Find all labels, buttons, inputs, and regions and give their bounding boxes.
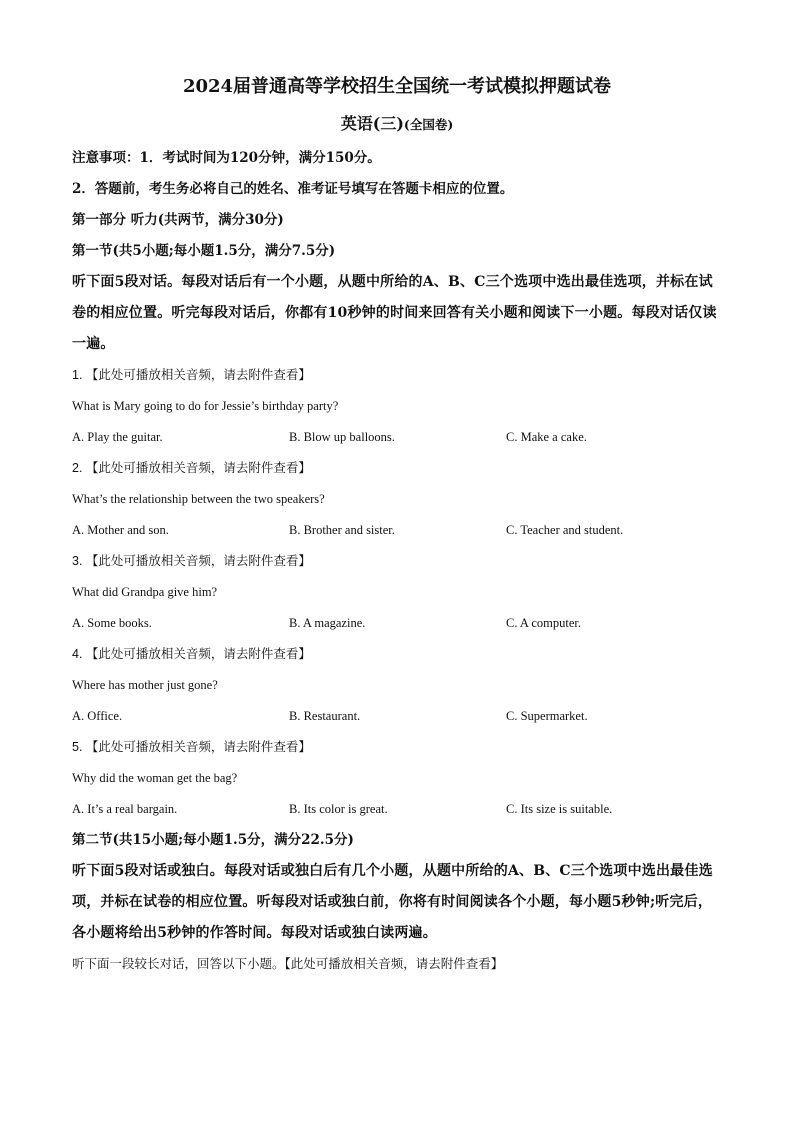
question-options [72,701,722,732]
question-text: Why did the woman get the bag? [72,771,238,785]
question-header [72,453,722,484]
question-item [72,732,722,825]
question-number: 2. [72,461,83,475]
option-a: A. Mother and son. [72,523,169,537]
question-item [72,453,722,546]
exam-subtitle [72,112,722,137]
option-a: A. Some books. [72,616,152,630]
option-a: A. Office. [72,709,123,723]
exam-title: 2024届普通高等学校招生全国统一考试模拟押题试卷 [182,76,612,97]
section2-note: 听下面一段较长对话，回答以下小题。【此处可播放相关音频，请去附件查看】 [72,957,504,971]
question-item [72,639,722,732]
question-item [72,360,722,453]
question-header [72,639,722,670]
subtitle-main: 英语(三) [340,114,404,133]
option-b: B. Restaurant. [289,709,361,723]
question-options [72,515,722,546]
question-number: 1. [72,368,83,382]
audio-note: 【此处可播放相关音频，请去附件查看】 [85,461,311,475]
option-c: C. Its size is suitable. [506,802,613,816]
question-item [72,546,722,639]
option-c: C. Supermarket. [506,709,588,723]
option-b: B. Blow up balloons. [289,430,395,444]
section1-heading: 第一节(共5小题;每小题1.5分，满分7.5分) [72,243,336,259]
question-options [72,794,722,825]
audio-note: 【此处可播放相关音频，请去附件查看】 [85,647,311,661]
option-c: C. A computer. [506,616,581,630]
audio-note: 【此处可播放相关音频，请去附件查看】 [85,368,311,382]
audio-note: 【此处可播放相关音频，请去附件查看】 [85,740,311,754]
part1-heading: 第一部分 听力(共两节，满分30分) [72,212,284,228]
question-number: 3. [72,554,83,568]
question-header [72,546,722,577]
question-text: Where has mother just gone? [72,678,218,692]
question-options [72,608,722,639]
section2-instructions: 听下面5段对话或独白。每段对话或独白后有几个小题，从题中所给的A、B、C三个选项中选出最佳选项，并标在试卷的相应位置。听每段对话或独白前，你将有时间阅读各个小题，每小题5秒钟;听完后，各小题将给出5秒钟的作答时间。每段对话或独白读两遍。 [72,863,713,941]
subtitle-paper: (全国卷) [403,117,454,132]
question-header [72,732,722,763]
question-header [72,360,722,391]
notes-line-1: 注意事项：1．考试时间为120分钟，满分150分。 [72,150,381,166]
question-text: What did Grandpa give him? [72,585,218,599]
question-list [72,360,722,825]
option-b: B. Its color is great. [289,802,388,816]
question-number: 5. [72,740,83,754]
option-c: C. Teacher and student. [506,523,624,537]
question-text: What’s the relationship between the two speakers? [72,492,325,506]
option-b: B. Brother and sister. [289,523,395,537]
option-b: B. A magazine. [289,616,366,630]
question-options [72,422,722,453]
option-c: C. Make a cake. [506,430,587,444]
audio-note: 【此处可播放相关音频，请去附件查看】 [85,554,311,568]
question-number: 4. [72,647,83,661]
notes-line-2: 2．答题前，考生务必将自己的姓名、准考证号填写在答题卡相应的位置。 [72,181,514,197]
section2-heading: 第二节(共15小题;每小题1.5分，满分22.5分) [72,832,354,848]
section1-instructions: 听下面5段对话。每段对话后有一个小题，从题中所给的A、B、C三个选项中选出最佳选项，并标在试卷的相应位置。听完每段对话后，你都有10秒钟的时间来回答有关小题和阅读下一小题。每段对话仅读一遍。 [72,274,717,352]
option-a: A. It’s a real bargain. [72,802,178,816]
option-a: A. Play the guitar. [72,430,163,444]
question-text: What is Mary going to do for Jessie’s birthday party? [72,399,339,413]
